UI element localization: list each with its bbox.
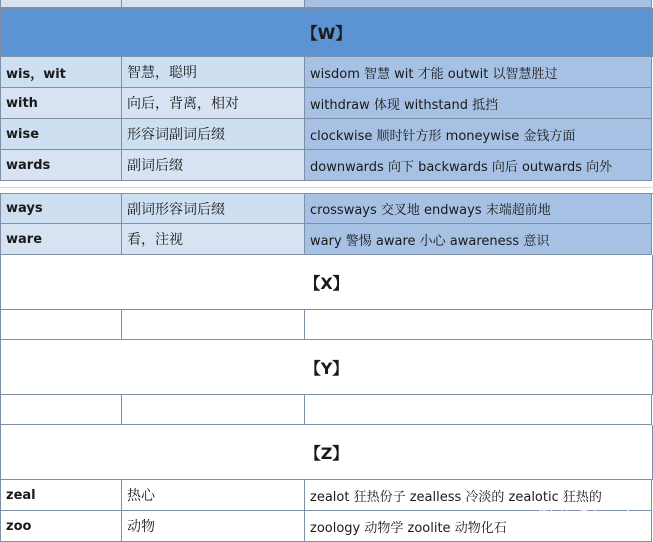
- root-cell: [0, 395, 122, 425]
- prev-cell-2: [122, 0, 305, 8]
- examples-cell: withdraw 体现 withstand 抵挡: [305, 88, 652, 119]
- meaning-cell: [122, 395, 305, 425]
- meaning-cell: 动物: [122, 511, 305, 542]
- examples-cell: downwards 向下 backwards 向后 outwards 向外: [305, 150, 652, 181]
- examples-cell: crossways 交叉地 endways 末端超前地: [305, 194, 652, 224]
- section-header-z: [0, 425, 653, 480]
- examples-cell: [305, 310, 652, 340]
- table-row: [0, 193, 653, 224]
- section-header-z-label: 【Z】: [304, 443, 349, 463]
- prev-cell-1: [0, 0, 122, 8]
- root-cell: zoo: [0, 511, 122, 542]
- section-header-y-label: 【Y】: [304, 358, 349, 378]
- table-row-empty: [0, 310, 653, 340]
- meaning-cell: [122, 310, 305, 340]
- examples-cell: wary 警惕 aware 小心 awareness 意识: [305, 224, 652, 255]
- examples-cell: zealot 狂热份子 zealless 冷淡的 zealotic 狂热的: [305, 480, 652, 511]
- table-row-empty: [0, 395, 653, 425]
- section-header-w: [0, 8, 653, 57]
- root-cell: ways: [0, 194, 122, 224]
- examples-cell: zoology 动物学 zoolite 动物化石: [305, 511, 652, 542]
- meaning-cell: 形容词副词后缀: [122, 119, 305, 150]
- section-header-x: [0, 255, 653, 310]
- meaning-cell: 智慧，聪明: [122, 57, 305, 88]
- table-row: [0, 150, 653, 181]
- page-break-line: [0, 187, 653, 188]
- root-cell: wis，wit: [0, 57, 122, 88]
- examples-cell: [305, 395, 652, 425]
- meaning-cell: 向后，背离，相对: [122, 88, 305, 119]
- section-header-x-label: 【X】: [304, 273, 349, 293]
- table-row: [0, 224, 653, 255]
- watermark: 知乎 @Jessie: [537, 506, 641, 525]
- prev-cell-3: [305, 0, 652, 8]
- meaning-cell: 副词形容词后缀: [122, 194, 305, 224]
- root-cell: [0, 310, 122, 340]
- examples-cell: clockwise 顺时针方形 moneywise 金钱方面: [305, 119, 652, 150]
- section-header-w-label: 【W】: [301, 24, 352, 43]
- section-header-y: [0, 340, 653, 395]
- examples-cell: wisdom 智慧 wit 才能 outwit 以智慧胜过: [305, 57, 652, 88]
- root-cell: ware: [0, 224, 122, 255]
- meaning-cell: 看，注视: [122, 224, 305, 255]
- root-cell: wards: [0, 150, 122, 181]
- previous-table-edge: [0, 0, 653, 8]
- root-cell: zeal: [0, 480, 122, 511]
- meaning-cell: 热心: [122, 480, 305, 511]
- root-cell: with: [0, 88, 122, 119]
- root-cell: wise: [0, 119, 122, 150]
- table-row: [0, 119, 653, 150]
- table-row: [0, 57, 653, 88]
- meaning-cell: 副词后缀: [122, 150, 305, 181]
- table-row: [0, 88, 653, 119]
